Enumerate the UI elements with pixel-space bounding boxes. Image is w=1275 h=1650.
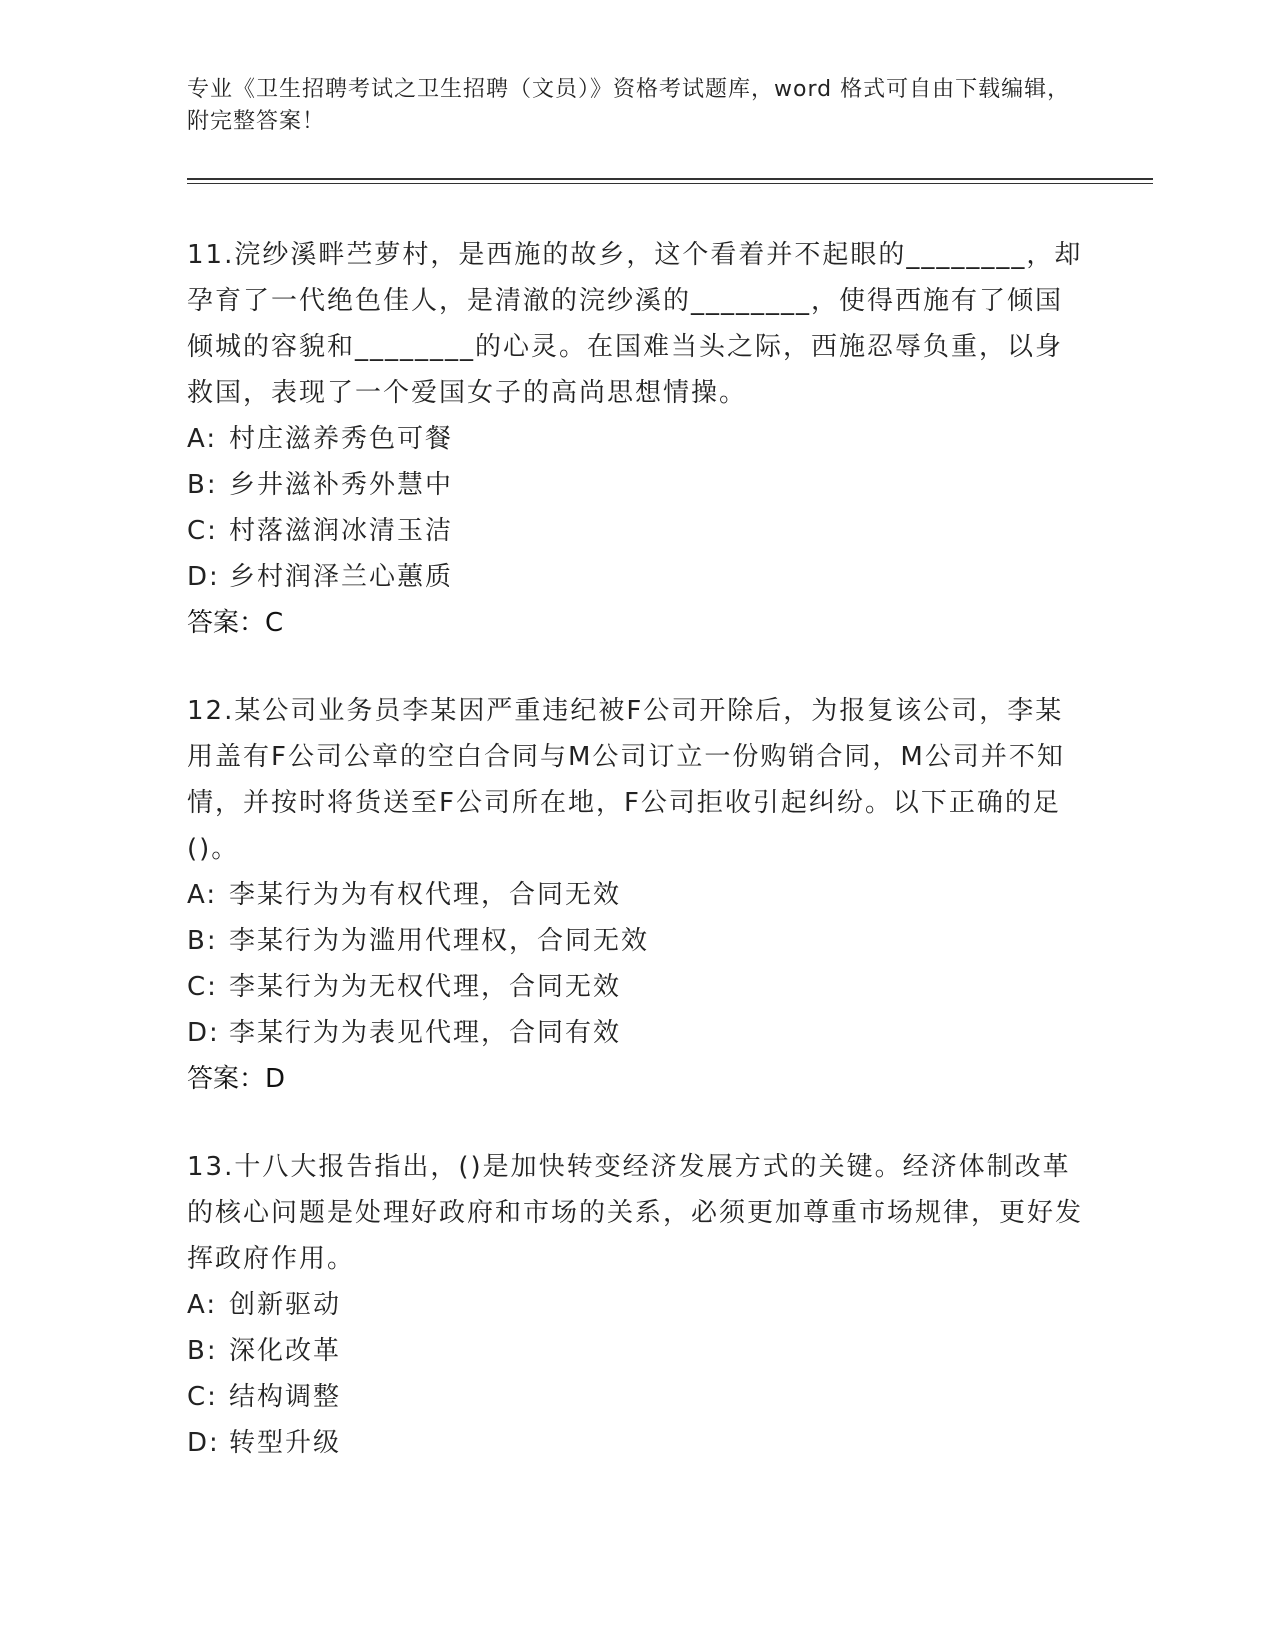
question-12: [187, 688, 1087, 1102]
question-11: [187, 232, 1087, 646]
question-stem: 11.浣纱溪畔苎萝村，是西施的故乡，这个看着并不起眼的________，却孕育了一代绝色佳人，是清澈的浣纱溪的________，使得西施有了倾国倾城的容貌和________的心灵。在国难当头之际，西施忍辱负重，以身救国，表现了一个爱国女子的高尚思想情操。: [187, 240, 1083, 408]
option-d: [187, 1010, 1087, 1056]
option-a: [187, 1282, 1087, 1328]
option-letter: C:: [187, 1382, 218, 1412]
option-b: [187, 1328, 1087, 1374]
option-d: [187, 554, 1087, 600]
header-divider-thin: [187, 183, 1153, 184]
option-a: [187, 416, 1087, 462]
option-letter: D:: [187, 562, 220, 592]
option-c: [187, 964, 1087, 1010]
option-c: [187, 508, 1087, 554]
option-text: 创新驱动: [229, 1290, 342, 1320]
option-letter: C:: [187, 972, 218, 1002]
option-letter: B:: [187, 926, 218, 956]
option-b: [187, 918, 1087, 964]
document-header: 专业《卫生招聘考试之卫生招聘（文员）》资格考试题库，word 格式可自由下载编辑，附完整答案！: [187, 77, 1071, 134]
question-stem: 12.某公司业务员李某因严重违纪被F公司开除后，为报复该公司，李某用盖有F公司公章的空白合同与M公司订立一份购销合同，M公司并不知情，并按时将货送至F公司所在地，F公司拒收引起纠纷。以下正确的足()。: [187, 696, 1065, 864]
option-text: 李某行为为表见代理，合同有效: [229, 1018, 622, 1048]
option-text: 乡村润泽兰心蕙质: [229, 562, 454, 592]
option-text: 结构调整: [229, 1382, 342, 1412]
option-text: 乡井滋补秀外慧中: [229, 470, 454, 500]
option-text: 村庄滋养秀色可餐: [229, 424, 454, 454]
option-text: 转型升级: [229, 1428, 342, 1458]
option-letter: B:: [187, 470, 218, 500]
option-text: 村落滋润冰清玉洁: [229, 516, 454, 546]
header-divider-thick: [187, 178, 1153, 180]
option-text: 李某行为为无权代理，合同无效: [229, 972, 622, 1002]
option-text: 深化改革: [229, 1336, 342, 1366]
option-a: [187, 872, 1087, 918]
option-letter: A:: [187, 880, 218, 910]
option-d: [187, 1420, 1087, 1466]
answer-label: 答案：D: [187, 1064, 286, 1094]
option-b: [187, 462, 1087, 508]
option-text: 李某行为为滥用代理权，合同无效: [229, 926, 650, 956]
option-letter: A:: [187, 1290, 218, 1320]
option-letter: C:: [187, 516, 218, 546]
option-letter: D:: [187, 1428, 220, 1458]
option-letter: A:: [187, 424, 218, 454]
option-c: [187, 1374, 1087, 1420]
question-stem: 13.十八大报告指出，()是加快转变经济发展方式的关键。经济体制改革的核心问题是处理好政府和市场的关系，必须更加尊重市场规律，更好发挥政府作用。: [187, 1152, 1084, 1274]
option-letter: D:: [187, 1018, 220, 1048]
option-letter: B:: [187, 1336, 218, 1366]
answer-label: 答案：C: [187, 608, 284, 638]
option-text: 李某行为为有权代理，合同无效: [229, 880, 622, 910]
question-13: [187, 1144, 1087, 1466]
